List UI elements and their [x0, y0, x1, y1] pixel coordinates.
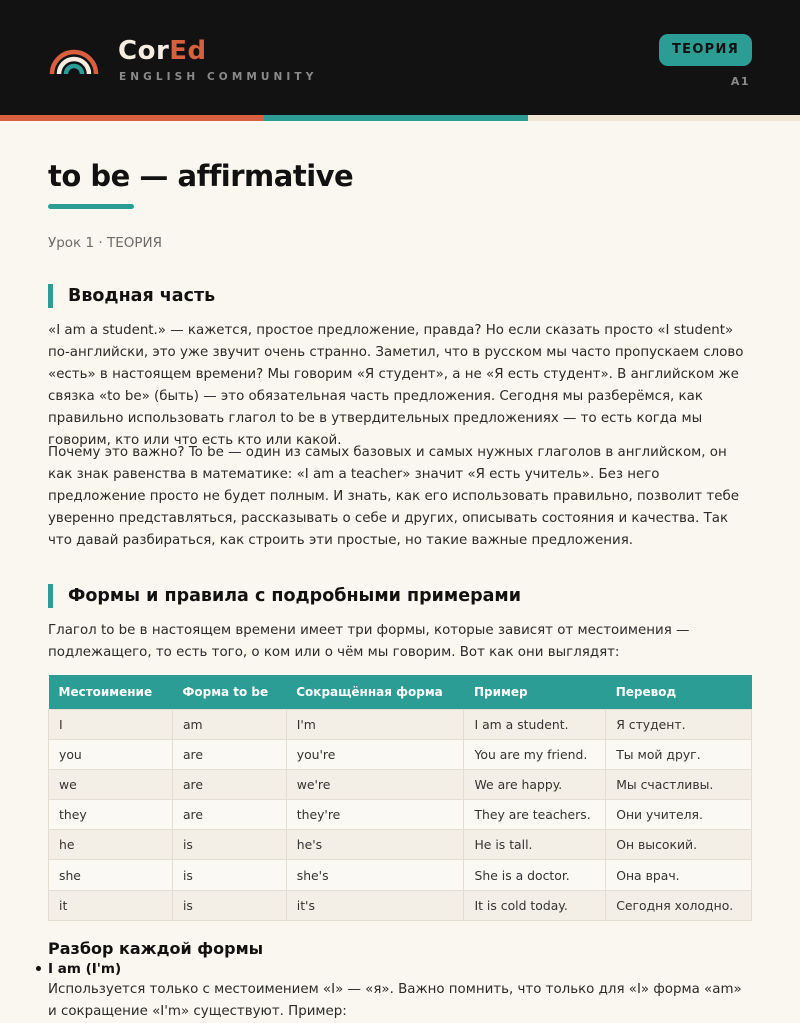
table-row [49, 739, 752, 769]
brand-name-part2: Ed [169, 36, 207, 66]
table-cell: are [172, 769, 286, 799]
brand-name-part1: Cor [118, 36, 170, 66]
table-header-cell: Форма to be [172, 675, 286, 709]
forms-subheading: Разбор каждой формы [48, 939, 264, 958]
table-cell: am [172, 709, 286, 739]
table-cell: are [172, 739, 286, 769]
table-cell: I am a student. [464, 709, 606, 739]
table-cell: I'm [286, 709, 464, 739]
table-cell: is [172, 830, 286, 860]
table-cell: she's [286, 860, 464, 890]
section-heading-forms: Формы и правила с подробными примерами [48, 584, 521, 608]
brand-name[interactable] [118, 36, 207, 66]
page-title: to be — affirmative [48, 159, 354, 193]
table-cell: We are happy. [464, 769, 606, 799]
intro-paragraph-2: Почему это важно? To be — один из самых базовых и самых нужных глаголов в английском, он как знак равенства в математике: «I am a teacher» значит «Я есть учитель». Без него предложение просто не будет полным. И знать, как его использовать правильно, позволит тебе уверенно представляться, рассказывать о себе и других, описывать состояния и качества. Так что давай разбираться, как строить эти простые, но такие важные предложения. [48, 445, 739, 548]
table-header-cell: Местоимение [49, 675, 173, 709]
table-cell: Он высокий. [606, 830, 752, 860]
intro-paragraph-1: «I am a student.» — кажется, простое предложение, правда? Но если сказать просто «I student» по-английски, это уже звучит очень странно. Заметил, что в русском мы часто пропускаем слово «есть» в настоящем времени? Мы говорим «Я студент», а не «Я есть студент». В английском же связка «to be» (быть) — это обязательная часть предложения. Сегодня мы разберёмся, как правильно использовать глагол to be в утвердительных предложениях — то есть когда мы говорим, кто или что есть кто или какой. [48, 323, 744, 448]
table-cell: He is tall. [464, 830, 606, 860]
table-header-cell: Пример [464, 675, 606, 709]
table-cell: I [49, 709, 173, 739]
table-cell: you're [286, 739, 464, 769]
table-cell: she [49, 860, 173, 890]
table-cell: it [49, 890, 173, 920]
table-row [49, 800, 752, 830]
to-be-forms-table [48, 675, 752, 921]
accent-stripe-teal [264, 115, 528, 121]
table-cell: Мы счастливы. [606, 769, 752, 799]
table-row [49, 860, 752, 890]
table-cell: Ты мой друг. [606, 739, 752, 769]
accent-stripe-cream [528, 115, 800, 121]
rainbow-logo-icon [48, 46, 100, 76]
table-cell: is [172, 860, 286, 890]
theory-badge[interactable]: ТЕОРИЯ [659, 34, 752, 66]
table-cell: Сегодня холодно. [606, 890, 752, 920]
table-cell: it's [286, 890, 464, 920]
accent-stripe-orange [0, 115, 264, 121]
table-header-cell: Сокращённая форма [286, 675, 464, 709]
table-cell: are [172, 800, 286, 830]
table-cell: they [49, 800, 173, 830]
table-header-cell: Перевод [606, 675, 752, 709]
table-cell: She is a doctor. [464, 860, 606, 890]
table-cell: You are my friend. [464, 739, 606, 769]
table-cell: Я студент. [606, 709, 752, 739]
table-cell: is [172, 890, 286, 920]
table-cell: he [49, 830, 173, 860]
table-row [49, 890, 752, 920]
table-header-row [49, 675, 752, 709]
table-row [49, 769, 752, 799]
table-cell: It is cold today. [464, 890, 606, 920]
section-heading-intro: Вводная часть [48, 284, 215, 308]
table-cell: They are teachers. [464, 800, 606, 830]
lesson-meta: Урок 1 · ТЕОРИЯ [48, 235, 162, 251]
bullet-title-i-am: I am (I'm) [48, 961, 122, 977]
table-cell: Они учителя. [606, 800, 752, 830]
level-label: A1 [730, 75, 750, 88]
title-underline [48, 204, 134, 209]
forms-paragraph-1: Глагол to be в настоящем времени имеет три формы, которые зависят от местоимения — подлежащего, то есть того, о ком или о чём мы говорим. Вот как они выглядят: [48, 623, 690, 660]
table-cell: Она врач. [606, 860, 752, 890]
table-cell: they're [286, 800, 464, 830]
bullet-text-i-am: Используется только с местоимением «I» — «я». Важно помнить, что только для «I» форма «am» и сокращение «I'm» существуют. Пример: [48, 982, 742, 1019]
table-cell: we [49, 769, 173, 799]
table-row [49, 709, 752, 739]
page-header [0, 0, 800, 115]
table-row [49, 830, 752, 860]
table-cell: you [49, 739, 173, 769]
table-cell: we're [286, 769, 464, 799]
brand-subtitle: ENGLISH COMMUNITY [119, 71, 318, 83]
bullet-dot [36, 966, 41, 971]
table-cell: he's [286, 830, 464, 860]
